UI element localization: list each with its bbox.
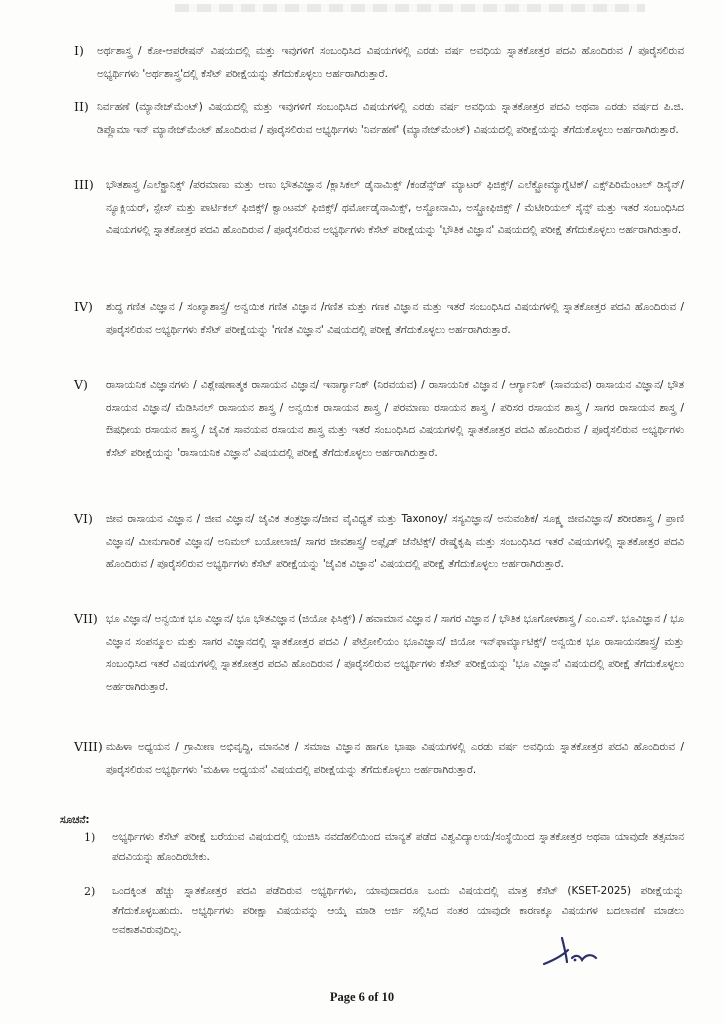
notes-heading: ಸೂಚನೆ: xyxy=(60,814,90,826)
item-number: VI) xyxy=(74,511,93,526)
item-text: ಜೀವ ರಾಸಾಯನ ವಿಜ್ಞಾನ / ಜೀವ ವಿಜ್ಞಾನ/ ಜೈವಿಕ ತಂತ್ರಜ್ಞಾನ/ಜೀವ ವೈವಿಧ್ಯತೆ ಮತ್ತು Taxonoy/ ಸಸ್ಯವಿಜ್ಞಾನ/ ಅನುವಂಶಿಕ/ ಸೂಕ್ಷ್ಮ ಜೀವವಿಜ್ಞಾನ/ ಶರೀರಶಾಸ್ತ್ರ / ಪ್ರಾಣಿ ವಿಜ್ಞಾನ/ ಮೀನುಗಾರಿಕೆ ವಿಜ್ಞಾನ/ ಅನಿಮಲ್ ಬಯೋಲಾಜಿ/ ಸಾಗರ ಜೀವಶಾಸ್ತ್ರ/ ಅಪ್ಲೈಡ್ ಜೆನೆಟಿಕ್ಸ್/ ರೇಷ್ಮೆಕೃಷಿ ಮತ್ತು ಸಂಬಂಧಿಸಿದ ಇತರೆ ವಿಷಯಗಳಲ್ಲಿ ಸ್ನಾತಕೋತ್ತರ ಪದವಿ ಹೊಂದಿರುವ / ಪೂರೈಸಲಿರುವ ಅಭ್ಯರ್ಥಿಗಳು ಕೆಸೆಟ್ ಪರೀಕ್ಷೆಯನ್ನು 'ಜೈವಿಕ ವಿಜ್ಞಾನ' ವಿಷಯದಲ್ಲಿ ಪರೀಕ್ಷೆ ತೆಗೆದುಕೊಳ್ಳಲು ಅರ್ಹರಾಗಿರುತ್ತಾರೆ. xyxy=(106,513,684,570)
scan-artifact xyxy=(175,4,645,12)
item-number: VII) xyxy=(74,611,98,626)
item-text: ಶುದ್ಧ ಗಣಿತ ವಿಜ್ಞಾನ / ಸಂಖ್ಯಾಶಾಸ್ತ್ರ/ ಅನ್ವಯಿಕ ಗಣಿತ ವಿಜ್ಞಾನ /ಗಣಿತ ಮತ್ತು ಗಣಕ ವಿಜ್ಞಾನ ಮತ್ತು ಇತರೆ ಸಂಬಂಧಿಸಿದ ವಿಷಯಗಳಲ್ಲಿ ಸ್ನಾತಕೋತ್ತರ ಪದವಿ ಹೊಂದಿರುವ / ಪೂರೈಸಲಿರುವ ಅಭ್ಯರ್ಥಿಗಳು ಕೆಸೆಟ್ ಪರೀಕ್ಷೆಯನ್ನು 'ಗಣಿತ ವಿಜ್ಞಾನ' ವಿಷಯದಲ್ಲಿ ಪರೀಕ್ಷೆ ತೆಗೆದುಕೊಳ್ಳಲು ಅರ್ಹರಾಗಿರುತ್ತಾರೆ. xyxy=(106,301,684,336)
item-text: ಅರ್ಥಶಾಸ್ತ್ರ / ಕೋ-ಆಪರೇಷನ್ ವಿಷಯದಲ್ಲಿ ಮತ್ತು ಇವುಗಳಿಗೆ ಸಂಬಂಧಿಸಿದ ವಿಷಯಗಳಲ್ಲಿ ಎರಡು ವರ್ಷ ಅವಧಿಯ ಸ್ನಾತಕೋತ್ತರ ಪದವಿ ಹೊಂದಿರುವ / ಪೂರೈಸಲಿರುವ ಅಭ್ಯರ್ಥಿಗಳು 'ಅರ್ಥಶಾಸ್ತ್ರ'ದಲ್ಲಿ ಕೆಸೆಟ್ ಪರೀಕ್ಷೆಯನ್ನು ತೆಗೆದುಕೊಳ್ಳಲು ಅರ್ಹರಾಗಿರುತ್ತಾರೆ. xyxy=(97,45,684,80)
item-text: ಮಹಿಳಾ ಅಧ್ಯಯನ / ಗ್ರಾಮೀಣ ಅಭಿವೃದ್ಧಿ, ಮಾನವಿಕ / ಸಮಾಜ ವಿಜ್ಞಾನ ಹಾಗೂ ಭಾಷಾ ವಿಷಯಗಳಲ್ಲಿ ಎರಡು ವರ್ಷ ಅವಧಿಯ ಸ್ನಾತಕೋತ್ತರ ಪದವಿ ಹೊಂದಿರುವ / ಪೂರೈಸಲಿರುವ ಅಭ್ಯರ್ಥಿಗಳು 'ಮಹಿಳಾ ಅಧ್ಯಯನ' ವಿಷಯದಲ್ಲಿ ಪರೀಕ್ಷೆಯನ್ನು ತೆಗೆದುಕೊಳ್ಳಲು ಅರ್ಹರಾಗಿರುತ್ತಾರೆ. xyxy=(106,741,684,776)
item-text: ಭೂ ವಿಜ್ಞಾನ/ ಅನ್ವಯಿಕ ಭೂ ವಿಜ್ಞಾನ/ ಭೂ ಭೌತವಿಜ್ಞಾನ (ಜಿಯೋ ಫಿಸಿಕ್ಸ್) / ಹವಾಮಾನ ವಿಜ್ಞಾನ / ಸಾಗರ ವಿಜ್ಞಾನ / ಭೌತಿಕ ಭೂಗೋಳಶಾಸ್ತ್ರ / ಎಂ.ಎಸ್. ಭೂವಿಜ್ಞಾನ / ಭೂ ವಿಜ್ಞಾನ ಸಂಪನ್ಮೂಲ ಮತ್ತು ಸಾಗರ ವಿಜ್ಞಾನದಲ್ಲಿ ಸ್ನಾತಕೋತ್ತರ ಪದವಿ / ಪೆಟ್ರೋಲಿಯಂ ಭೂವಿಜ್ಞಾನ/ ಜಿಯೋ ಇನ್‌ಫಾರ್ಮ್ಯಾಟಿಕ್ಸ್/ ಅನ್ವಯಿಕ ಭೂ ರಾಸಾಯನಶಾಸ್ತ್ರ/ ಮತ್ತು ಸಂಬಂಧಿಸಿದ ಇತರೆ ವಿಷಯಗಳಲ್ಲಿ ಸ್ನಾತಕೋತ್ತರ ಪದವಿ ಹೊಂದಿರುವ / ಪೂರೈಸಲಿರುವ ಅಭ್ಯರ್ಥಿಗಳು ಕೆಸೆಟ್ ಪರೀಕ್ಷೆಯನ್ನು 'ಭೂ ವಿಜ್ಞಾನ' ವಿಷಯದಲ್ಲಿ ಪರೀಕ್ಷೆ ತೆಗೆದುಕೊಳ್ಳಲು ಅರ್ಹರಾಗಿರುತ್ತಾರೆ. xyxy=(106,613,684,693)
item-number: IV) xyxy=(74,299,93,314)
item-number: VIII) xyxy=(74,739,103,754)
page-number: Page 6 of 10 xyxy=(329,990,395,1004)
note-number: 1) xyxy=(84,831,96,844)
note-text: ಅಭ್ಯರ್ಥಿಗಳು ಕೆಸೆಟ್ ಪರೀಕ್ಷೆ ಬರೆಯುವ ವಿಷಯದಲ್ಲಿ ಯುಜಿಸಿ ನವದೆಹಲಿಯಿಂದ ಮಾನ್ಯತೆ ಪಡೆದ ವಿಶ್ವವಿದ್ಯಾಲಯ/ಸಂಸ್ಥೆಯಿಂದ ಸ್ನಾತಕೋತ್ತರ ಅಥವಾ ಯಾವುದೇ ತತ್ಸಮಾನ ಪದವಿಯನ್ನು ಹೊಂದಿರಬೇಕು. xyxy=(112,831,684,863)
signature xyxy=(536,932,606,972)
note-number: 2) xyxy=(84,885,96,898)
item-number: II) xyxy=(74,99,89,114)
item-text: ನಿರ್ವಹಣೆ (ಮ್ಯಾನೇಜ್‌ಮೆಂಟ್) ವಿಷಯದಲ್ಲಿ ಮತ್ತು ಇವುಗಳಿಗೆ ಸಂಬಂಧಿಸಿದ ವಿಷಯಗಳಲ್ಲಿ ಎರಡು ವರ್ಷ ಅವಧಿಯ ಸ್ನಾತಕೋತ್ತರ ಪದವಿ ಅಥವಾ ಎರಡು ವರ್ಷದ ಪಿ.ಜಿ. ಡಿಪ್ಲೊಮಾ ಇನ್ ಮ್ಯಾನೇಜ್‌ಮೆಂಟ್ ಹೊಂದಿರುವ / ಪೂರೈಸಲಿರುವ ಅಭ್ಯರ್ಥಿಗಳು 'ನಿರ್ವಹಣೆ' (ಮ್ಯಾನೇಜ್‌ಮೆಂಟ್) ವಿಷಯದಲ್ಲಿ ಪರೀಕ್ಷೆಯನ್ನು ತೆಗೆದುಕೊಳ್ಳಲು ಅರ್ಹರಾಗಿರುತ್ತಾರೆ. xyxy=(97,101,684,136)
item-number: III) xyxy=(74,177,94,192)
note-text: ಒಂದಕ್ಕಿಂತ ಹೆಚ್ಚು ಸ್ನಾತಕೋತ್ತರ ಪದವಿ ಪಡೆದಿರುವ ಅಭ್ಯರ್ಥಿಗಳು, ಯಾವುದಾದರೂ ಒಂದು ವಿಷಯದಲ್ಲಿ ಮಾತ್ರ ಕೆಸೆಟ್ (KSET-2025) ಪರೀಕ್ಷೆಯನ್ನು ತೆಗೆದುಕೊಳ್ಳಬಹುದು. ಅಭ್ಯರ್ಥಿಗಳು ಪರೀಕ್ಷಾ ವಿಷಯವನ್ನು ಆಯ್ಕೆ ಮಾಡಿ ಅರ್ಜಿ ಸಲ್ಲಿಸಿದ ನಂತರ ಯಾವುದೇ ಕಾರಣಕ್ಕೂ ವಿಷಯಗಳ ಬದಲಾವಣೆ ಮಾಡಲು ಅವಕಾಶವಿರುವುದಿಲ್ಲ. xyxy=(112,885,684,936)
item-text: ರಾಸಾಯನಿಕ ವಿಜ್ಞಾನಗಳು / ವಿಶ್ಲೇಷಣಾತ್ಮಕ ರಾಸಾಯನ ವಿಜ್ಞಾನ/ ಇನಾರ್ಗ್ಯಾನಿಕ್ (ನಿರವಯವ) / ರಾಸಾಯನಿಕ ವಿಜ್ಞಾನ / ಆರ್ಗ್ಯಾನಿಕ್ (ಸಾವಯವ) ರಾಸಾಯನ ವಿಜ್ಞಾನ/ ಭೌತ ರಸಾಯನ ವಿಜ್ಞಾನ/ ಮೆಡಿಸಿನಲ್ ರಾಸಾಯನ ಶಾಸ್ತ್ರ / ಅನ್ವಯಿಕ ರಾಸಾಯನ ಶಾಸ್ತ್ರ / ಪರಮಾಣು ರಸಾಯನ ಶಾಸ್ತ್ರ / ಪರಿಸರ ರಸಾಯನ ಶಾಸ್ತ್ರ / ಸಾಗರ ರಾಸಾಯನ ಶಾಸ್ತ್ರ / ಔಷಧೀಯ ರಸಾಯನ ಶಾಸ್ತ್ರ / ಜೈವಿಕ ಸಾವಯವ ರಸಾಯನ ಶಾಸ್ತ್ರ ಮತ್ತು ಇತರೆ ಸಂಬಂಧಿಸಿದ ವಿಷಯಗಳಲ್ಲಿ ಸ್ನಾತಕೋತ್ತರ ಪದವಿ ಹೊಂದಿರುವ / ಪೂರೈಸಲಿರುವ ಅಭ್ಯರ್ಥಿಗಳು ಕೆಸೆಟ್ ಪರೀಕ್ಷೆಯನ್ನು 'ರಾಸಾಯನಿಕ ವಿಜ್ಞಾನ' ವಿಷಯದಲ್ಲಿ ಪರೀಕ್ಷೆ ತೆಗೆದುಕೊಳ್ಳಲು ಅರ್ಹರಾಗಿರುತ್ತಾರೆ. xyxy=(106,379,684,459)
item-text: ಭೌತಶಾಸ್ತ್ರ /ಎಲೆಕ್ಟ್ರಾನಿಕ್ಸ್ /ಪರಮಾಣು ಮತ್ತು ಅಣು ಭೌತವಿಜ್ಞಾನ /ಕ್ಲಾಸಿಕಲ್ ಡೈನಾಮಿಕ್ಸ್ /ಕಂಡೆನ್ಸ್‌ಡ್ ಮ್ಯಾಟರ್ ಫಿಜಿಕ್ಸ್/ ಎಲೆಕ್ಟ್ರೋಮ್ಯಾಗ್ನೆಟಿಕ್/ ಎಕ್ಸ್‌ಪಿರಿಮೆಂಟಲ್ ಡಿಸೈನ್/ ನ್ಯೂಕ್ಲಿಯರ್, ಸ್ಪೇಸ್ ಮತ್ತು ಪಾರ್ಟಿಕಲ್ ಫಿಜಿಕ್ಸ್/ ಕ್ವಾಂಟಮ್ ಫಿಜಿಕ್ಸ್/ ಥರ್ಮೋಡೈನಾಮಿಕ್ಸ್, ಅಸ್ಟ್ರೋನಾಮಿ, ಅಸ್ಟ್ರೋಫಿಜಿಕ್ಸ್ / ಮೆಟೀರಿಯಲ್ ಸೈನ್ಸ್ ಮತ್ತು ಇತರೆ ಸಂಬಂಧಿಸಿದ ವಿಷಯಗಳಲ್ಲಿ ಸ್ನಾತಕೋತ್ತರ ಪದವಿ ಹೊಂದಿರುವ / ಪೂರೈಸಲಿರುವ ಅಭ್ಯರ್ಥಿಗಳು ಕೆಸೆಟ್ ಪರೀಕ್ಷೆಯನ್ನು 'ಭೌತಿಕ ವಿಜ್ಞಾನ' ವಿಷಯದಲ್ಲಿ ಪರೀಕ್ಷೆ ತೆಗೆದುಕೊಳ್ಳಲು ಅರ್ಹರಾಗಿರುತ್ತಾರೆ. xyxy=(106,179,684,236)
item-number: V) xyxy=(74,377,88,392)
item-number: I) xyxy=(74,43,84,58)
